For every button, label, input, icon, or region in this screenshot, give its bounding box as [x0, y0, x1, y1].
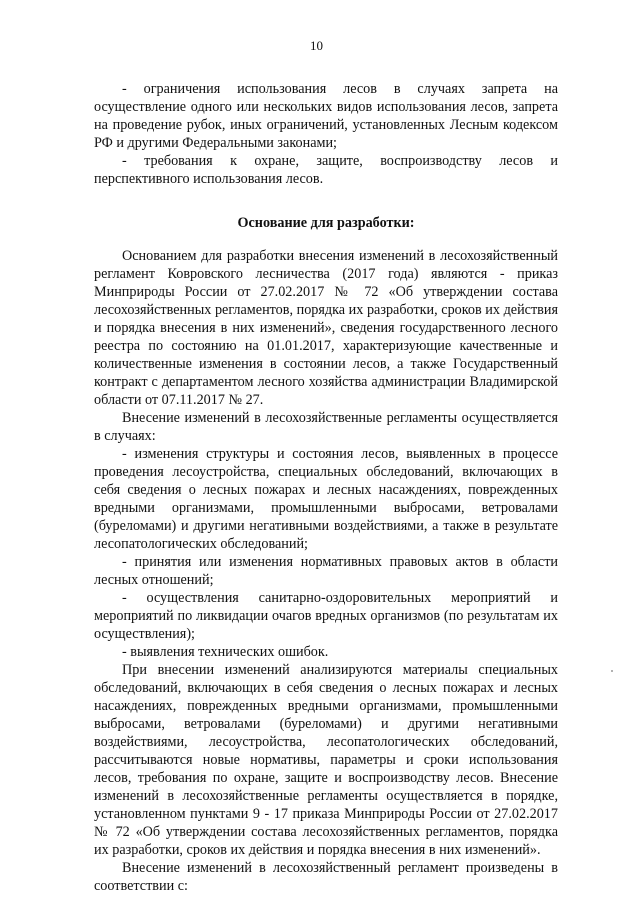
scan-speck — [611, 670, 613, 672]
paragraph-case-structure: - изменения структуры и состояния лесов, выявленных в процессе проведения лесоустройства, специальных обследований, включающих в себя сведения о лесных пожарах и лесных насаждениях, поврежденных вредными организмами, промышленными выбросами, ветровалами (буреломами) и другими негативными воздействиями, а также в результате лесопатологических обследований; — [94, 446, 558, 552]
top-text-block — [94, 80, 558, 188]
paragraph-requirements: - требования к охране, защите, воспроизводству лесов и перспективного использования лесов. — [94, 153, 558, 187]
paragraph-restrictions: - ограничения использования лесов в случаях запрета на осуществление одного или нескольких видов использования лесов, запрета на проведение рубок, иных ограничений, установленных Лесным кодексом РФ и другими Федеральными законами; — [94, 81, 558, 151]
paragraph-cases-intro: Внесение изменений в лесохозяйственные регламенты осуществляется в случаях: — [94, 410, 558, 444]
paragraph-case-regulations: - принятия или изменения нормативных правовых актов в области лесных отношений; — [94, 554, 558, 588]
main-text-block — [94, 247, 558, 895]
paragraph-conformity: Внесение изменений в лесохозяйственный регламент произведены в соответствии с: — [94, 860, 558, 894]
section-heading: Основание для разработки: — [237, 215, 415, 231]
paragraph-case-errors: - выявления технических ошибок. — [122, 644, 329, 660]
paragraph-basis: Основанием для разработки внесения изменений в лесохозяйственный регламент Ковровского лесничества (2017 года) являются - приказ Минприроды России от 27.02.2017 № 72 «Об утверждении состава лесохозяйственных регламентов, порядка их разработки, сроков их действия и порядка внесения в них изменений», сведения государственного лесного реестра по состоянию на 01.01.2017, характеризующие качественные и количественные изменения в состоянии лесов, а также Государственный контракт с департаментом лесного хозяйства администрации Владимирской области от 07.11.2017 № 27. — [94, 248, 558, 408]
paragraph-case-sanitary: - осуществления санитарно-оздоровительных мероприятий и мероприятий по ликвидации очагов вредных организмов (по результатам их осуществления); — [94, 590, 558, 642]
paragraph-analysis: При внесении изменений анализируются материалы специальных обследований, включающих в себя сведения о лесных пожарах и лесных насаждениях, поврежденных вредными организмами, промышленными выбросами, ветровалами (буреломами) и другими негативными воздействиями, лесоустройства, лесопатологических обследований, рассчитываются новые нормативы, параметры и сроки использования лесов, требования по охране, защите и воспроизводству лесов. Внесение изменений в лесохозяйственные регламенты осуществляется в порядке, установленном пунктами 9 - 17 приказа Минприроды России от 27.02.2017 № 72 «Об утверждении состава лесохозяйственных регламентов, порядка их разработки, сроков их действия и порядка внесения в них изменений». — [94, 662, 558, 858]
page-number: 10 — [310, 38, 323, 53]
